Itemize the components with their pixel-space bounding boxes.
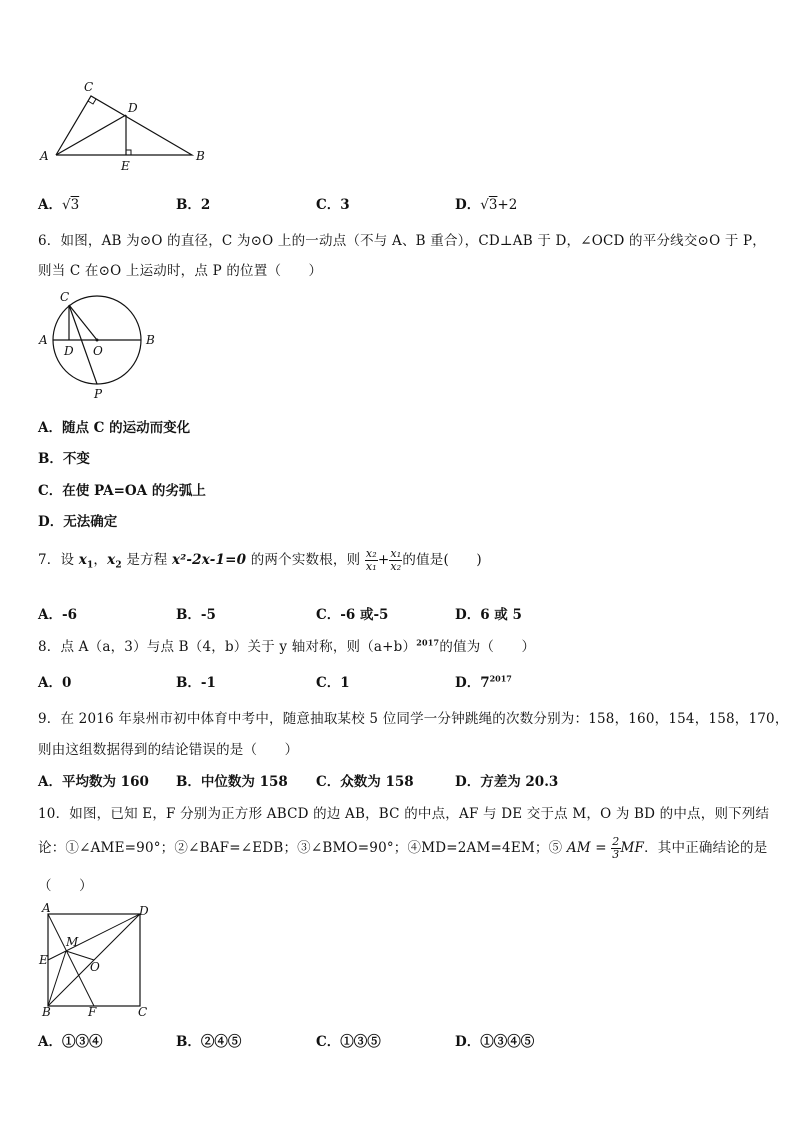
label-e: E — [121, 159, 130, 173]
q8-stem: 8．点 A（a，3）与点 B（4，b）关于 y 轴对称，则$(a+b)^{2017}$的值为（ ） — [38, 637, 536, 655]
q5-option-b[interactable]: B．2 — [176, 197, 211, 213]
label-f: F — [88, 1005, 97, 1019]
fraction-x2-over-x1: $\frac{\text{x₂}}{\text{x₁}}$ — [365, 547, 377, 573]
label-o: O — [93, 344, 103, 358]
q9-stem-line2: 则由这组数据得到的结论错误的是（ ） — [38, 742, 299, 758]
q9-stem-line1: 9．在 2016 年泉州市初中体育中考中，随意抽取某校 5 位同学一分钟跳绳的次数分别为：158，160，154，158，170， — [38, 711, 789, 727]
fraction-two-thirds: $\frac{2}{3}$ — [612, 835, 620, 861]
q9-option-b[interactable]: B．中位数为 158 — [176, 774, 288, 790]
q7-stem: 7．设 $x_1$，$x_2$ 是方程 x²-2x-1=0 的两个实数根，则 $\frac{\text{x₂}}{\text{x₁}}$ + $\frac{\text{x₁}}{\text{x₂}}$ 的值是( ) — [38, 547, 482, 573]
q7-option-d[interactable]: D．6 或 5 — [455, 607, 522, 623]
sqrt-symbol: √ — [480, 197, 489, 213]
q5-option-d[interactable]: D．√3+2 — [455, 197, 518, 213]
label-c: C — [84, 80, 94, 94]
q8-option-c[interactable]: C．1 — [316, 675, 350, 691]
label-a: A — [39, 333, 48, 347]
q5-option-a[interactable]: A．√3 — [38, 197, 80, 213]
label-c: C — [138, 1005, 148, 1019]
label-c: C — [60, 290, 70, 304]
q7-option-a[interactable]: A．-6 — [38, 607, 77, 623]
fraction-x1-over-x2: $\frac{\text{x₁}}{\text{x₂}}$ — [390, 547, 402, 573]
label-d: D — [64, 344, 74, 358]
q10-stem-line1: 10．如图，已知 E，F 分别为正方形 ABCD 的边 AB，BC 的中点，AF 与 DE 交于点 M，O 为 BD 的中点，则下列结 — [38, 806, 770, 822]
q6-option-d[interactable]: D．无法确定 — [38, 514, 118, 530]
q9-option-c[interactable]: C．众数为 158 — [316, 774, 414, 790]
label-b: B — [196, 149, 205, 163]
label-p: P — [94, 387, 103, 401]
label-d: D — [139, 904, 149, 918]
q9-option-d[interactable]: D．方差为 20.3 — [455, 774, 559, 790]
q10-option-d[interactable]: D．①③④⑤ — [455, 1034, 535, 1050]
q7-option-b[interactable]: B．-5 — [176, 607, 216, 623]
q6-option-a[interactable]: A．随点 C 的运动而变化 — [38, 420, 191, 436]
q6-stem-line1: 6．如图，AB 为⊙O 的直径，C 为⊙O 上的一动点（不与 A、B 重合），CD⊥AB 于 D，∠OCD 的平分线交⊙O 于 P， — [38, 233, 767, 249]
label-m: M — [66, 935, 79, 949]
label-a: A — [42, 902, 51, 915]
q8-option-b[interactable]: B．-1 — [176, 675, 216, 691]
q10-option-c[interactable]: C．①③⑤ — [316, 1034, 381, 1050]
q10-stem-line3: （ ） — [38, 878, 93, 894]
q5-option-c[interactable]: C．3 — [316, 197, 350, 213]
q10-stem-line2: 论：①∠AME=90°；②∠BAF=∠EDB；③∠BMO=90°；④MD=2AM=4EM；⑤ AM = $\frac{2}{3}$ MF．其中正确结论的是 — [38, 835, 768, 861]
circle-figure-q6 — [36, 286, 166, 401]
label-a: A — [40, 149, 49, 163]
label-e: E — [39, 953, 48, 967]
square-figure-q10 — [36, 902, 156, 1020]
q6-stem-line2: 则当 C 在⊙O 上运动时，点 P 的位置（ ） — [38, 263, 323, 279]
label-d: D — [128, 101, 138, 115]
q10-option-a[interactable]: A．①③④ — [38, 1034, 103, 1050]
label-o: O — [90, 960, 100, 974]
q7-option-c[interactable]: C．-6 或-5 — [316, 607, 389, 623]
q8-option-d[interactable]: D．$7^{2017}$ — [455, 673, 512, 691]
q9-option-a[interactable]: A．平均数为 160 — [38, 774, 149, 790]
q6-option-b[interactable]: B．不变 — [38, 451, 90, 467]
q10-option-b[interactable]: B．②④⑤ — [176, 1034, 242, 1050]
triangle-figure-q5 — [36, 78, 216, 173]
sqrt-symbol: √ — [61, 197, 71, 213]
q6-option-c[interactable]: C．在使 PA=OA 的劣弧上 — [38, 483, 206, 499]
label-b: B — [146, 333, 155, 347]
q8-option-a[interactable]: A．0 — [38, 675, 72, 691]
label-b: B — [42, 1005, 51, 1019]
